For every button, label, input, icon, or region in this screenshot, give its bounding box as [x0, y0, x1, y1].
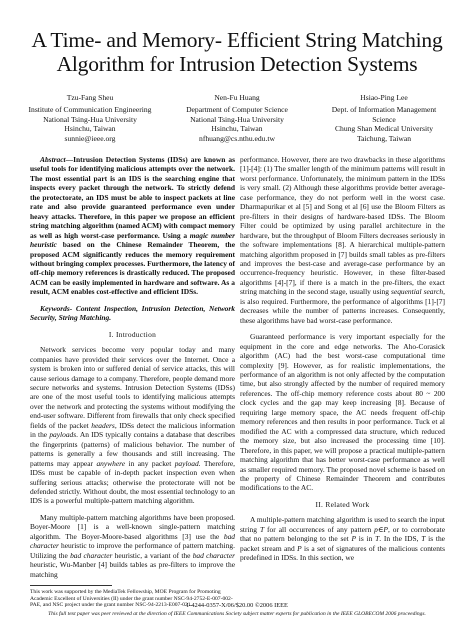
- paragraph: Guaranteed performance is very important especially for the equipment in the core and edge networks. The Aho-Corasick algorithm (AC) had the best worst-case computational time complexity [9]. However, as for realistic implementations, the performance of an algorithm is not only affected by the computation time, but also strongly affected by the number of required memory references. The off-chip memory reference costs about 80 ~ 200 clock cycles and the gap may keep increasing [8]. Because of requiring large memory space, the AC needs frequent off-chip memory references and then results in poor performance. Tuck et al modified the AC with a compressed data structure, which reduced the memory size, but also increased the processing time [10]. Therefore, in this paper, we will propose a practical multiple-pattern matching algorithm that has better worst-case performance as well as smaller required memory. The proposed novel scheme is based on the property of Chinese Remainder Theorem and contributes modifications to the AC.: [240, 332, 445, 493]
- right-column: [240, 155, 445, 563]
- footnote-divider: [30, 585, 112, 586]
- author-affiliation: Chung Shan Medical University: [334, 124, 434, 134]
- author-name: Tzu-Fang Sheu: [66, 93, 114, 102]
- author-affiliation: Science: [372, 114, 396, 124]
- paragraph: Network services become very popular today and many companies have provided their services over the Internet. Once a system is broken into or suffered denial of service attacks, this will cause serious damage to a company. Therefore, people demand more secure networks and systems. Intrusion Detection Systems (IDSs) are one of the most useful tools to identifying malicious attempts over the network and protecting the systems without modifying the end-user software. Different from firewalls that only check specified fields of the packet headers, IDSs detect the malicious information in the payloads. An IDS typically contains a database that describes the fingerprints (patterns) of malicious behavior. The number of patterns is generally a few thousands and still increasing. The patterns may appear anywhere in any packet payload. Therefore, IDSs must be capable of in-depth packet inspection even when suffering serious attacks; otherwise the protectorate will not be defended strictly. Without doubt, the most essential technology to an IDS is a powerful multiple-pattern matching algorithm.: [30, 345, 235, 506]
- paragraph: Many multiple-pattern matching algorithms have been proposed. Boyer-Moore [1] is a well-known single-pattern matching algorithm. The Boyer-Moore-based algorithms [3] use the bad character heuristic to improve the performance of pattern matching. Utilizing the bad character heuristic, a variant of the bad character heuristic, Wu-Manber [4] builds tables as pre-filters to improve the matching: [30, 512, 236, 579]
- title-line-2: Algorithm for Intrusion Detection Systems: [56, 52, 418, 76]
- peer-review-note: This full text paper was peer reviewed at the direction of IEEE Communications Society subject matter experts for publication in the IEEE GLOBECOM 2006 proceedings.: [48, 611, 426, 617]
- paragraph: A multiple-pattern matching algorithm is used to search the input string T for all occurrences of any pattern p∈P, or to corroborate that no pattern belonging to the set P is in T. In the IDS, T is the packet stream and P is a set of signatures of the malicious contents predefined in IDSs. In this section, we: [240, 515, 445, 563]
- author-affiliation: National Tsing-Hua University: [190, 114, 284, 124]
- author-affiliation: National Tsing-Hua University: [43, 114, 137, 124]
- author-location: Taichung, Taiwan: [356, 133, 412, 143]
- paper-title: [0, 28, 474, 76]
- author-email: nfhuang@cs.nthu.edu.tw: [199, 133, 275, 143]
- copyright-line: 1-4244-0357-X/06/$20.00 ©2006 IEEE: [186, 602, 288, 609]
- author-3: [314, 93, 454, 143]
- author-1: [20, 93, 160, 143]
- author-name: Hsiao-Ping Lee: [360, 93, 408, 102]
- author-block: [20, 93, 454, 143]
- author-affiliation: Department of Computer Science: [186, 105, 288, 115]
- author-name: Nen-Fu Huang: [214, 93, 260, 102]
- footnote: This work was supported by the MediaTek Fellowship, MOE Program for Promoting Academic Excellent of Universities (II) under the grant number NSC-94-2752-E-007-002-PAE, and NSC project under the grant number NSC-94-2213-E007-021.: [30, 589, 233, 609]
- author-2: [167, 93, 307, 143]
- section-heading-introduction: I. Introduction: [108, 329, 157, 339]
- author-location: Hsinchu, Taiwan: [211, 124, 263, 134]
- abstract: Abstract—Intrusion Detection Systems (IDSs) are known as useful tools for identifying malicious attempts over the network. The most essential part is an IDS is the searching engine that inspects every packet through the network. To strictly defend the protectorate, an IDS must be able to inspect packets at line rate and also provide guaranteed performance even under heavy attacks. Therefore, in this paper we propose an efficient string matching algorithm (named ACM) with compact memory as well as high worst-case performance. Using a magic number heuristic based on the Chinese Remainder Theorem, the proposed ACM significantly reduces the memory requirement without bringing complex processes. Furthermore, the latency of off-chip memory references is drastically reduced. The proposed ACM can be easily implemented in hardware and software. As a result, ACM enables cost-effective and efficient IDSs.: [30, 155, 236, 297]
- keywords: Keywords- Content Inspection, Intrusion Detection, Network Security, String Matching.: [30, 303, 235, 323]
- paragraph: performance. However, there are two drawbacks in these algorithms [1]-[4]: (1) The smaller length of the minimum patterns will result in worst performance. Unfortunately, the minimum pattern in the IDSs is very small. (2) Although these algorithms provide better average-case performance, they do not perform well in the worst case. Dharmapurikar et al [5] and Song et al [6] use the Bloom Filters as pre-filters in their designs of hardware-based IDSs. The Bloom Filter could be optimized by using parallel architecture in the hardware, but the throughput of Bloom Filters decreases seriously in the software implementations [8]. A hierarchical multiple-pattern matching algorithm proposed in [7] builds small tables as pre-filters and improves the best-case and average-case performance by an occurrence-frequency heuristic. However, in these filter-based algorithms [4]-[7], if there is a match in the pre-filters, the exact string matching in the second stage, usually using sequential search, is also required. Furthermore, the performance of algorithms [1]-[7] decreases while the number of patterns increases. Consequently, these algorithms have bad worst-case performance.: [240, 155, 445, 325]
- author-affiliation: Dept. of Information Management: [331, 105, 437, 115]
- section-heading-related-work: II. Related Work: [315, 499, 370, 509]
- author-affiliation: Institute of Communication Engineering: [28, 105, 152, 115]
- author-location: Hsinchu, Taiwan: [64, 124, 116, 134]
- title-line-1: A Time- and Memory- Efficient String Matching: [31, 28, 443, 52]
- author-email: sunnie@ieee.org: [64, 133, 116, 143]
- left-column: [30, 155, 235, 579]
- abstract-label: Abstract: [40, 155, 66, 164]
